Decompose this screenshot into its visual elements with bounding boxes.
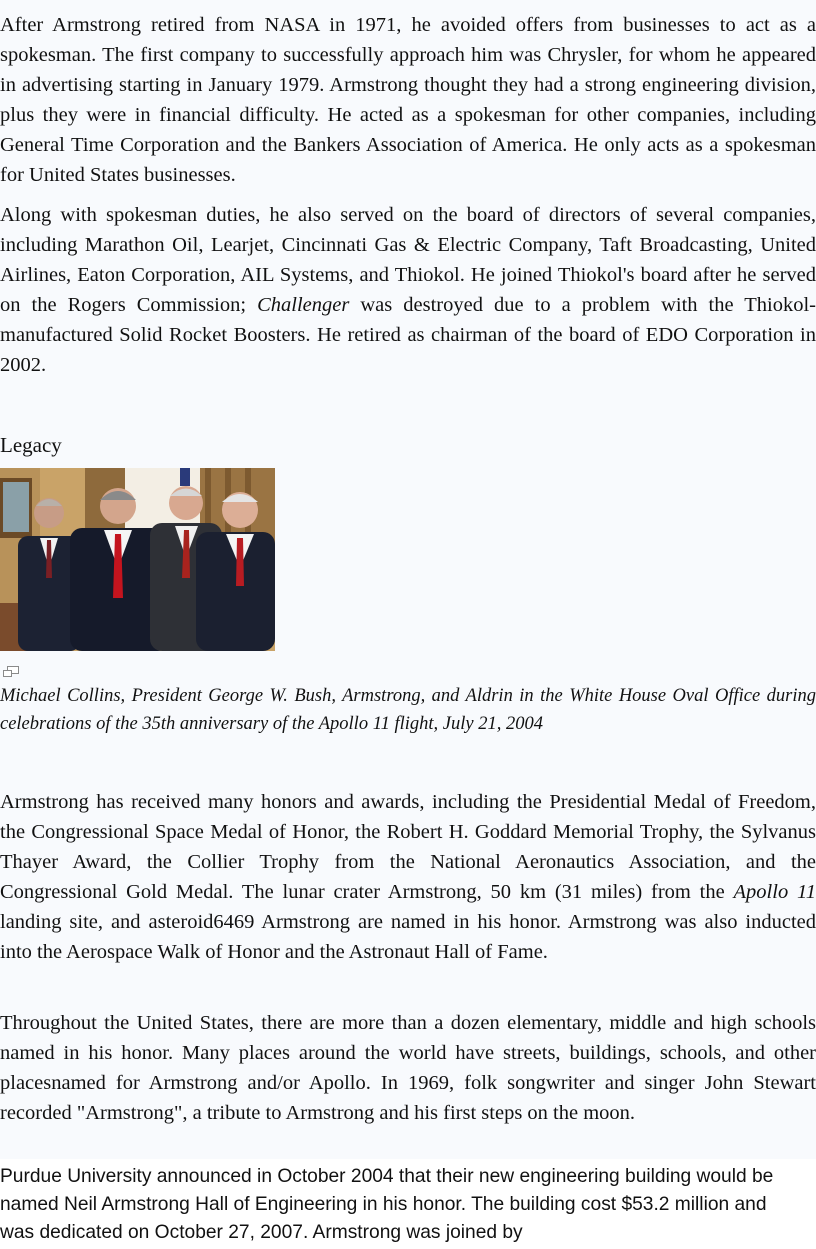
paragraph-purdue: Purdue University announced in October 2004 that their new engineering building would be named Neil Armstrong Hall of Engineering in his honor. The building cost $53.2 million and was dedicated on October 27, 2007. Armstrong was joined by (0, 1166, 774, 1243)
paragraph-schools: Throughout the United States, there are more than a dozen elementary, middle and high schools named in his honor. Many places around the world have streets, buildings, schools, and other placesnamed for Armstrong and/or Apollo. In 1969, folk songwriter and singer John Stewart recorded "Armstrong", a tribute to Armstrong and his first steps on the moon. (0, 1012, 816, 1124)
enlarge-icon-shape (2, 665, 20, 679)
purdue-block (0, 1159, 816, 1249)
paragraph-board-text-b: was destroyed due to a problem with the Thiokol-manufactured Solid Rocket Boosters. He retired as chairman of the board of EDO Corporation in 2002. (0, 294, 816, 376)
paragraph-board-text-a: Along with spokesman duties, he also served on the board of directors of several companies, including Marathon Oil, Learjet, Cincinnati Gas & Electric Company, Taft Broadcasting, United Airlines, Eaton Corporation, AIL Systems, and Thiokol. He joined Thiokol's board after he served on the Rogers Commission; (0, 204, 816, 316)
paragraph-spokesman: After Armstrong retired from NASA in 1971, he avoided offers from businesses to act as a spokesman. The first company to successfully approach him was Chrysler, for whom he appeared in advertising starting in January 1979. Armstrong thought they had a strong engineering division, plus they were in financial difficulty. He acted as a spokesman for other companies, including General Time Corporation and the Bankers Association of America. He only acts as a spokesman for United States businesses. (0, 14, 816, 186)
oval-office-photo[interactable] (0, 468, 275, 651)
photo-caption: Michael Collins, President George W. Bush, Armstrong, and Aldrin in the White House Oval Office during celebrations of the 35th anniversary of the Apollo 11 flight, July 21, 2004 (0, 686, 816, 734)
paragraph-honors-text-b: landing site, and asteroid6469 Armstrong are named in his honor. Armstrong was also inducted into the Aerospace Walk of Honor and the Astronaut Hall of Fame. (0, 911, 816, 963)
magnify-clip-icon[interactable] (2, 665, 20, 679)
oval-office-photo-illustration (0, 468, 275, 651)
apollo-11-italic: Apollo 11 (733, 881, 816, 903)
paragraph-honors (0, 787, 816, 967)
challenger-italic: Challenger (257, 294, 350, 316)
section-heading-legacy: Legacy (0, 433, 62, 457)
paragraph-board-of-directors (0, 200, 816, 380)
paragraph-honors-text-a: Armstrong has received many honors and awards, including the Presidential Medal of Freedom, the Congressional Space Medal of Honor, the Robert H. Goddard Memorial Trophy, the Sylvanus Thayer Award, the Collier Trophy from the National Aeronautics Association, and the Congressional Gold Medal. The lunar crater Armstrong, 50 km (31 miles) from the (0, 791, 816, 903)
